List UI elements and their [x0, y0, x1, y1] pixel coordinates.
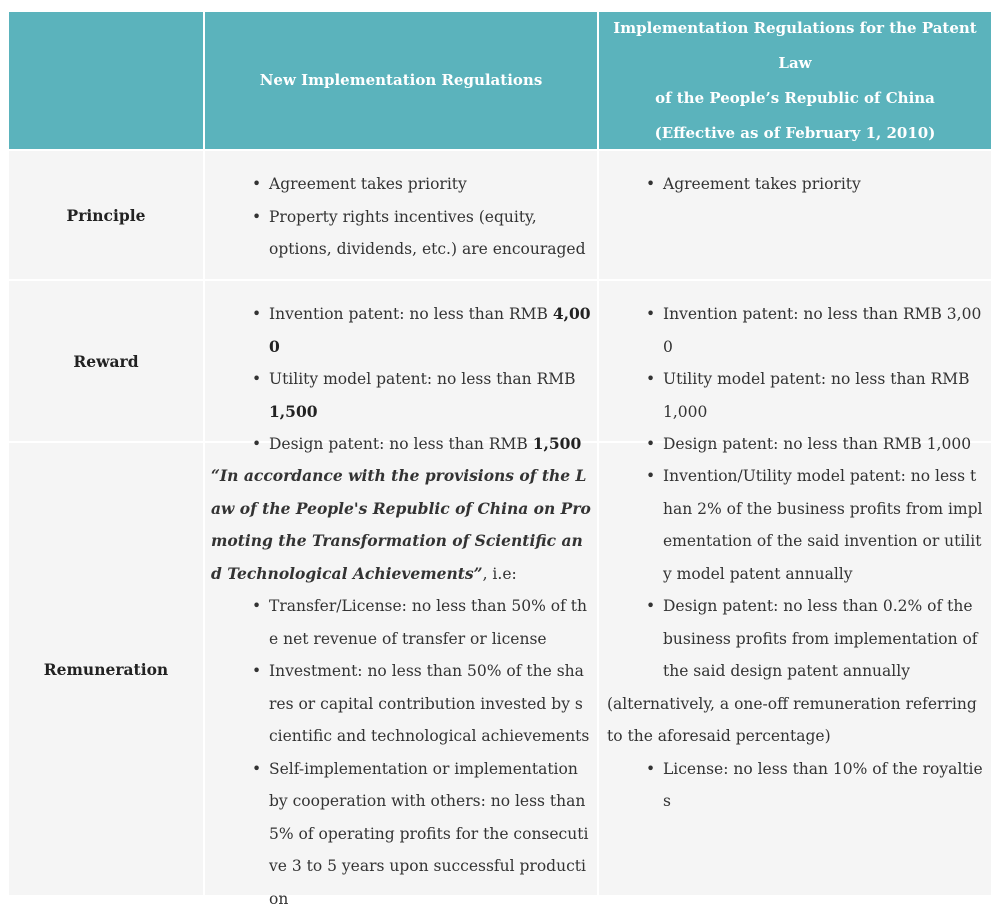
table-row-remuneration — [9, 443, 991, 895]
row-label-reward: Reward — [9, 281, 205, 441]
reward-new-cell — [205, 281, 599, 441]
remuneration-old-note: (alternatively, a one-off remuneration referring to the aforesaid percentage) — [599, 688, 991, 753]
list-item: • Design patent: no less than RMB 1,000 — [663, 428, 985, 461]
reward-text: Design patent: no less than RMB — [269, 435, 533, 453]
list-item: • License: no less than 10% of the royalties — [663, 753, 985, 818]
list-item: • Invention patent: no less than RMB 3,000 — [663, 298, 985, 363]
list-item — [269, 298, 591, 363]
remuneration-new-list — [205, 590, 597, 915]
reward-text: Invention patent: no less than RMB — [269, 305, 553, 323]
reward-text: Utility model patent: no less than RMB — [269, 370, 576, 388]
remuneration-old-list-2 — [599, 753, 991, 818]
header-old-regulations — [599, 12, 991, 149]
principle-old-cell — [599, 151, 991, 279]
reward-amount: 4,000 — [269, 304, 591, 356]
list-item — [269, 363, 591, 428]
principle-new-cell — [205, 151, 599, 279]
row-label-remuneration: Remuneration — [9, 443, 205, 895]
table-row-reward — [9, 281, 991, 443]
table-row-principle — [9, 151, 991, 281]
law-suffix: , i.e: — [483, 565, 517, 583]
header-empty-cell — [9, 12, 205, 149]
reward-amount: 1,500 — [533, 434, 582, 453]
list-item: • Agreement takes priority — [269, 168, 597, 201]
header-new-regulations: New Implementation Regulations — [205, 12, 599, 149]
list-item: • Design patent: no less than 0.2% of the business profits from implementation of the said design patent annually — [663, 590, 985, 688]
law-title: “In accordance with the provisions of the Law of the People's Republic of China on Promoting the Transformation of Scientific and Technological Achievements” — [211, 466, 591, 583]
list-item — [269, 428, 591, 461]
list-item: • Invention/Utility model patent: no less than 2% of the business profits from implementation of the said invention or utility model patent annually — [663, 460, 985, 590]
comparison-table — [9, 12, 991, 895]
list-item: • Investment: no less than 50% of the shares or capital contribution invested by scientific and technological achievements — [269, 655, 591, 753]
list-item: • Utility model patent: no less than RMB 1,000 — [663, 363, 985, 428]
row-label-principle: Principle — [9, 151, 205, 279]
table-header-row — [9, 12, 991, 151]
reward-old-cell — [599, 281, 991, 441]
header-old-line2: of the People’s Republic of China — [605, 81, 985, 116]
remuneration-law-reference — [205, 460, 597, 590]
header-old-line1: Implementation Regulations for the Patent Law — [605, 11, 985, 81]
reward-old-list — [599, 298, 991, 461]
reward-amount: 1,500 — [269, 402, 318, 421]
principle-old-list — [599, 168, 991, 201]
remuneration-old-list — [599, 460, 991, 688]
list-item: • Transfer/License: no less than 50% of the net revenue of transfer or license — [269, 590, 591, 655]
principle-new-list — [205, 168, 597, 266]
remuneration-new-cell — [205, 443, 599, 895]
reward-new-list — [205, 298, 597, 461]
list-item: • Self-implementation or implementation by cooperation with others: no less than 5% of operating profits for the consecutive 3 to 5 years upon successful production — [269, 753, 591, 915]
list-item: • Property rights incentives (equity, options, dividends, etc.) are encouraged — [269, 201, 597, 266]
header-old-line3: (Effective as of February 1, 2010) — [605, 116, 985, 151]
remuneration-old-cell — [599, 443, 991, 895]
list-item: • Agreement takes priority — [663, 168, 991, 201]
